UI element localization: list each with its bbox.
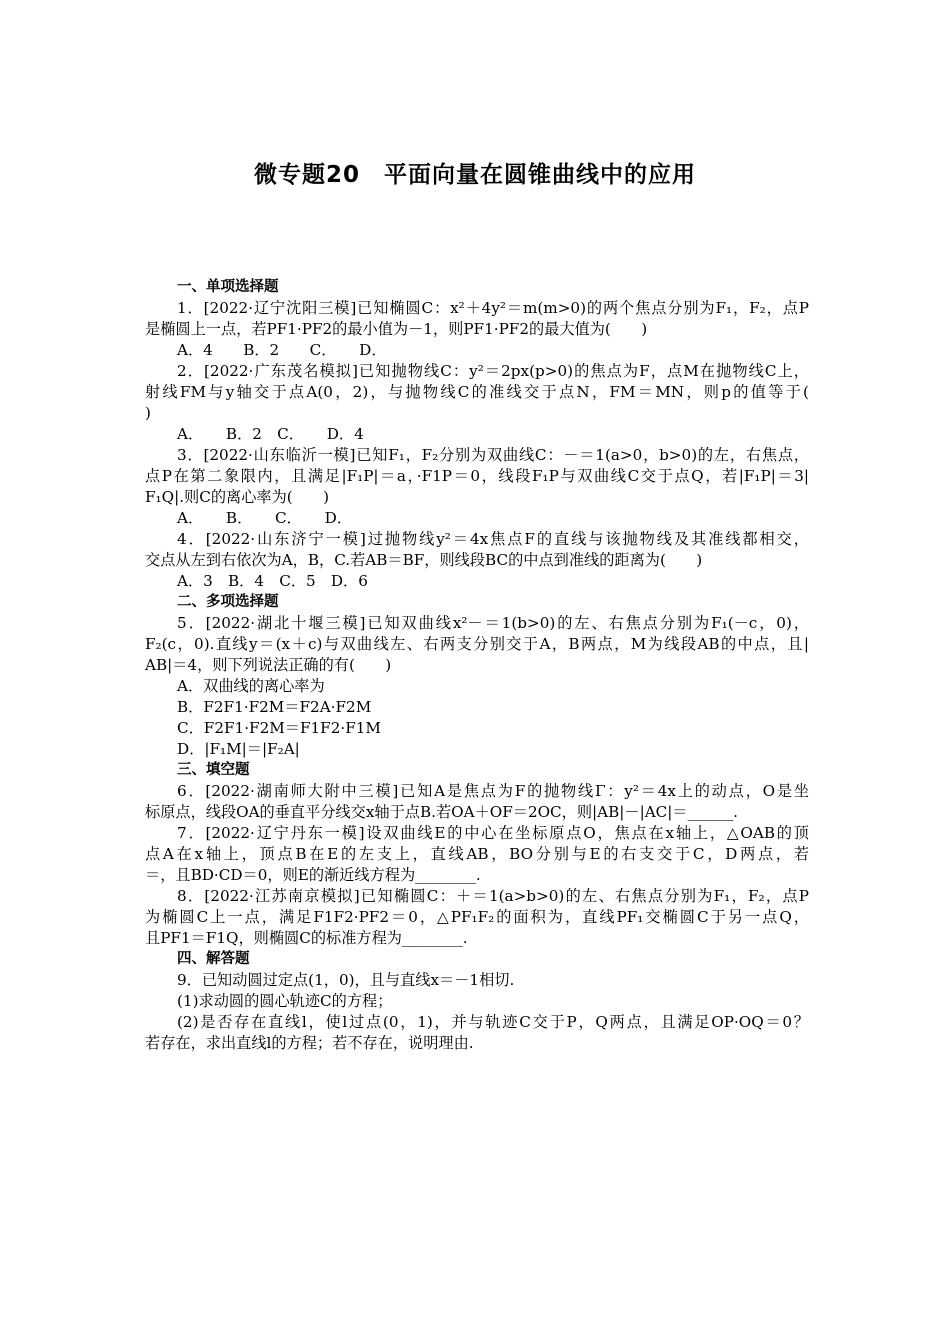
document-body — [145, 277, 809, 1054]
text-line: 点P在第二象限内，且满足|F₁P|＝a，·F1P＝0，线段F₁P与双曲线C交于点Q，若|F₁P|＝3| — [145, 467, 809, 485]
section-heading: 三、填空题 — [177, 762, 250, 778]
text-line: 为椭圆C上一点，满足F1F2·PF2＝0，△PF₁F₂的面积为，直线PF₁交椭圆C于另一点Q， — [145, 908, 809, 926]
text-line: A．双曲线的离心率为 — [177, 677, 325, 695]
text-line: A． B． C． D． — [177, 509, 353, 527]
text-line: 4．[2022·山东济宁一模]过抛物线y²＝4x焦点F的直线与该抛物线及其准线都相交， — [177, 530, 809, 548]
text-line: (2)是否存在直线l，使l过点(0，1)，并与轨迹C交于P，Q两点，且满足OP·OQ＝0？ — [177, 1013, 809, 1031]
text-line: 5．[2022·湖北十堰三模]已知双曲线x²－＝1(b>0)的左、右焦点分别为F₁(－c，0)， — [177, 614, 809, 632]
text-line: 若存在，求出直线l的方程；若不存在，说明理由. — [145, 1034, 474, 1052]
text-line: 3．[2022·山东临沂一模]已知F₁，F₂分别为双曲线C：－＝1(a>0，b>0)的左，右焦点， — [177, 446, 809, 464]
text-line: F₂(c，0).直线y＝(x＋c)与双曲线左、右两支分别交于A，B两点，M为线段AB的中点，且| — [145, 635, 809, 653]
text-line: C．F2F1·F2M＝F1F2·F1M — [177, 719, 381, 737]
text-line: 2．[2022·广东茂名模拟]已知抛物线C：y²＝2px(p>0)的焦点为F，点M在抛物线C上， — [177, 362, 809, 380]
text-line: 交点从左到右依次为A，B，C.若AB＝BF，则线段BC的中点到准线的距离为( ) — [145, 551, 703, 569]
text-line: A．4 B．2 C． D． — [177, 341, 387, 359]
text-line: ) — [145, 404, 151, 422]
text-line: 且PF1＝F1Q，则椭圆C的标准方程为________. — [145, 929, 468, 947]
section-heading: 四、解答题 — [177, 951, 250, 967]
text-line: 是椭圆上一点，若PF1·PF2的最小值为－1，则PF1·PF2的最大值为( ) — [145, 320, 648, 338]
text-line: 标原点，线段OA的垂直平分线交x轴于点B.若OA＋OF＝2OC，则|AB|－|AC|＝______. — [145, 803, 739, 821]
text-line: (1)求动圆的圆心轨迹C的方程； — [177, 992, 393, 1010]
text-line: 6．[2022·湖南师大附中三模]已知A是焦点为F的抛物线Γ：y²＝4x上的动点，O是坐 — [177, 782, 809, 800]
text-line: 射线FM与y轴交于点A(0，2)，与抛物线C的准线交于点N，FM＝MN，则p的值等于( — [145, 383, 809, 401]
text-line: 7．[2022·辽宁丹东一模]设双曲线E的中心在坐标原点O，焦点在x轴上，△OAB的顶 — [177, 824, 809, 842]
text-line: B．F2F1·F2M＝F2A·F2M — [177, 698, 372, 716]
text-line: AB|＝4，则下列说法正确的有( ) — [145, 656, 392, 674]
text-line: D．|F₁M|＝|F₂A| — [177, 740, 300, 758]
section-heading: 一、单项选择题 — [177, 279, 279, 295]
text-line: F₁Q|.则C的离心率为( ) — [145, 488, 329, 506]
text-line: A．3 B．4 C．5 D．6 — [177, 572, 368, 590]
text-line: 9．已知动圆过定点(1，0)，且与直线x＝－1相切. — [177, 971, 515, 989]
section-heading: 二、多项选择题 — [177, 594, 279, 610]
text-line: A． B．2 C． D．4 — [177, 425, 364, 443]
text-line: ＝，且BD·CD＝0，则E的渐近线方程为________. — [145, 866, 481, 884]
page-title: 微专题20 平面向量在圆锥曲线中的应用 — [253, 162, 696, 188]
text-line: 8．[2022·江苏南京模拟]已知椭圆C：＋＝1(a>b>0)的左、右焦点分别为F₁，F₂，点P — [177, 887, 809, 905]
text-line: 点A在x轴上，顶点B在E的左支上，直线AB，BO分别与E的右支交于C，D两点，若 — [145, 845, 809, 863]
text-line: 1．[2022·辽宁沈阳三模]已知椭圆C：x²＋4y²＝m(m>0)的两个焦点分别为F₁，F₂，点P — [177, 299, 809, 317]
